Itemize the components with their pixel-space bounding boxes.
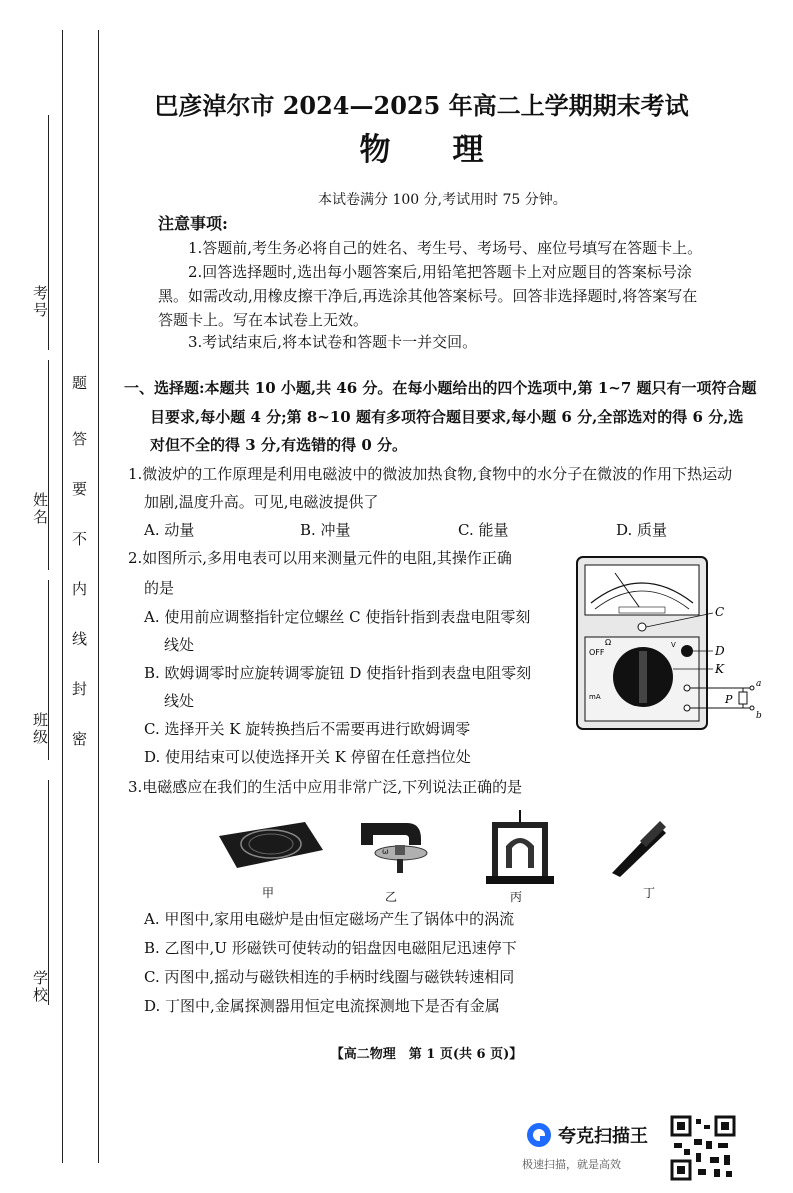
section-instructions: 对但不全的得 3 分,有选错的得 0 分。: [150, 436, 407, 454]
figure-label-ding: 丁: [643, 886, 656, 900]
q1-stem: 加剧,温度升高。可见,电磁波提供了: [144, 493, 379, 511]
q1-option-a: A. 动量: [144, 521, 195, 539]
label-b: b: [756, 711, 762, 721]
exam-title: 巴彦淖尔市 2024—2025 年高二上学期期末考试: [154, 91, 689, 120]
q1-option-d: D. 质量: [616, 521, 668, 539]
q2-option-c: C. 选择开关 K 旋转换挡后不需要再进行欧姆调零: [144, 720, 471, 738]
magnet-marking: ω: [382, 847, 389, 856]
q2-option-b-cont: 线处: [164, 692, 195, 710]
field-exam-number: 考号: [31, 285, 49, 319]
margin-line-inner: [98, 30, 99, 1163]
q2-stem: 2.如图所示,多用电表可以用来测量元件的电阻,其操作正确: [128, 549, 512, 567]
label-a: a: [756, 679, 762, 689]
figure-generator-frame: [484, 808, 556, 886]
notice-item: 黑。如需改动,用橡皮擦干净后,再选涂其他答案标号。回答非选择题时,将答案写在: [158, 287, 698, 305]
figure-label-jia: 甲: [262, 886, 275, 900]
figure-label-yi: 乙: [385, 890, 398, 904]
label-p: P: [725, 693, 733, 706]
notice-item: 答题卡上。写在本试卷上无效。: [158, 311, 369, 329]
seal-char: 密: [72, 730, 88, 748]
page-footer: 【高二物理 第 1 页(共 6 页)】: [330, 1047, 523, 1062]
field-school-line: [48, 780, 49, 1005]
field-name: 姓名: [31, 492, 49, 526]
label-omega: Ω: [605, 638, 612, 647]
q2-stem: 的是: [144, 579, 175, 597]
label-ma: mA: [589, 693, 601, 701]
q3-option-a: A. 甲图中,家用电磁炉是由恒定磁场产生了锅体中的涡流: [144, 910, 515, 928]
q3-option-c: C. 丙图中,摇动与磁铁相连的手柄时线圈与磁铁转速相同: [144, 968, 515, 986]
q1-option-b: B. 冲量: [300, 521, 351, 539]
seal-char: 内: [72, 580, 88, 598]
q2-option-b: B. 欧姆调零时应旋转调零旋钮 D 使指针指到表盘电阻零刻: [144, 664, 532, 682]
qr-code-icon: [670, 1115, 736, 1181]
label-d: D: [715, 644, 725, 658]
subject-title: 物 理: [359, 132, 484, 168]
q3-option-b: B. 乙图中,U 形磁铁可使转动的铝盘因电磁阻尼迅速停下: [144, 939, 517, 957]
scanner-slogan: 极速扫描，就是高效: [522, 1158, 621, 1171]
multimeter-figure: [575, 555, 765, 735]
field-school: 学校: [31, 970, 49, 1004]
notice-item: 1.答题前,考生务必将自己的姓名、考生号、考场号、座位号填写在答题卡上。: [188, 239, 703, 257]
seal-char: 答: [72, 430, 88, 448]
q2-option-a-cont: 线处: [164, 636, 195, 654]
notice-item: 2.回答选择题时,选出每小题答案后,用铅笔把答题卡上对应题目的答案标号涂: [188, 263, 692, 281]
section-instructions: 目要求,每小题 4 分;第 8~10 题有多项符合题目要求,每小题 6 分,全部选对的得 6 分,选: [150, 408, 744, 426]
figure-induction-cooker: [215, 816, 327, 872]
q2-option-d: D. 使用结束可以使选择开关 K 停留在任意挡位处: [144, 748, 471, 766]
scanner-logo-icon: [526, 1122, 552, 1148]
field-class-line: [48, 580, 49, 760]
seal-char: 题: [72, 374, 88, 392]
label-c: C: [715, 605, 725, 619]
q3-stem: 3.电磁感应在我们的生活中应用非常广泛,下列说法正确的是: [128, 778, 523, 796]
figure-label-bing: 丙: [510, 890, 523, 904]
field-name-line: [48, 360, 49, 570]
field-class: 班级: [31, 712, 49, 746]
scanner-brand: 夸克扫描王: [558, 1126, 648, 1147]
q1-stem: 1.微波炉的工作原理是利用电磁波中的微波加热食物,食物中的水分子在微波的作用下热运动: [128, 465, 733, 483]
label-k: K: [715, 662, 724, 676]
q2-option-a: A. 使用前应调整指针定位螺丝 C 使指针指到表盘电阻零刻: [144, 608, 531, 626]
q3-option-d: D. 丁图中,金属探测器用恒定电流探测地下是否有金属: [144, 997, 500, 1015]
seal-char: 不: [72, 530, 88, 548]
scanner-watermark: [520, 1118, 670, 1178]
notice-item: 3.考试结束后,将本试卷和答题卡一并交回。: [188, 333, 478, 351]
figure-u-magnet: [355, 815, 435, 885]
exam-info: 本试卷满分 100 分,考试用时 75 分钟。: [318, 192, 567, 208]
seal-char: 封: [72, 680, 88, 698]
label-off: OFF: [589, 648, 605, 657]
q1-option-c: C. 能量: [458, 521, 509, 539]
notice-heading: 注意事项:: [158, 214, 228, 233]
margin-line-outer: [62, 30, 63, 1163]
seal-char: 线: [72, 630, 88, 648]
section-instructions: 一、选择题:本题共 10 小题,共 46 分。在每小题给出的四个选项中,第 1~7 题只有一项符合题: [124, 379, 757, 397]
seal-char: 要: [72, 480, 88, 498]
figure-metal-detector: [606, 815, 670, 879]
label-v: V: [671, 641, 676, 649]
